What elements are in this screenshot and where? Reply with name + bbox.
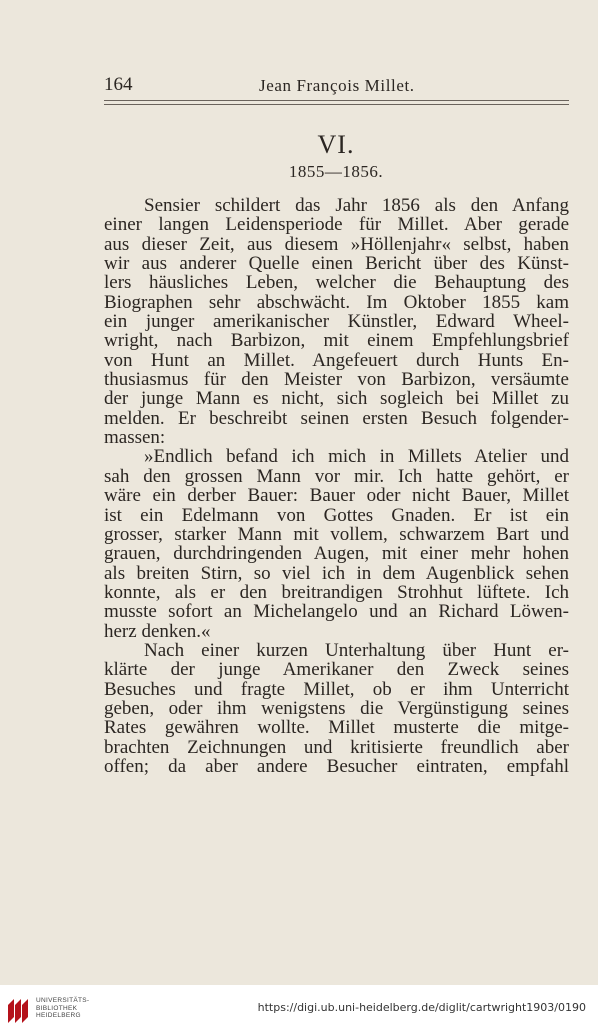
text-line: klärte der junge Amerikaner den Zweck seines	[104, 659, 569, 681]
text-line: Nach einer kurzen Unterhaltung über Hunt er-	[144, 639, 569, 661]
library-name-line: BIBLIOTHEK	[36, 1004, 78, 1012]
library-name	[36, 997, 89, 1020]
text-line: ein junger amerikanischer Künstler, Edward Wheel-	[104, 311, 569, 333]
text-line: wright, nach Barbizon, mit einem Empfehlungsbrief	[104, 330, 569, 352]
running-title: Jean François Millet.	[259, 76, 415, 95]
text-line: Besuches und fragte Millet, ob er ihm Unterricht	[104, 678, 569, 700]
text-line: von Hunt an Millet. Angefeuert durch Hunts En-	[104, 349, 569, 371]
header-rule	[104, 104, 569, 105]
text-line: einer langen Leidensperiode für Millet. Aber gerade	[104, 214, 569, 236]
text-line: offen; da aber andere Besucher eintraten, empfahl	[104, 755, 569, 777]
text-line: als breiten Stirn, so viel ich in dem Augenblick sehen	[104, 562, 569, 584]
source-url-link[interactable]: https://digi.ub.uni-heidelberg.de/diglit/cartwright1903/0190	[257, 1001, 586, 1014]
text-line: Rates gewähren wollte. Millet musterte die mitge-	[104, 717, 569, 739]
text-line: geben, oder ihm wenigstens die Vergünstigung seines	[104, 697, 569, 719]
library-name-line: HEIDELBERG	[36, 1012, 81, 1019]
chapter-years: 1855—1856.	[288, 162, 384, 181]
text-line: konnte, als er den breitrandigen Strohhut lüftete. Ich	[104, 581, 569, 603]
text-line: wäre ein derber Bauer: Bauer oder nicht Bauer, Millet	[104, 485, 569, 507]
text-line: grosser, starker Mann mit vollem, schwarzem Bart und	[104, 523, 569, 545]
running-head	[104, 74, 569, 100]
text-line: ist ein Edelmann von Gottes Gnaden. Er ist ein	[104, 504, 569, 526]
library-name-line: UNIVERSITÄTS-	[36, 997, 90, 1004]
text-line: wir aus anderer Quelle einen Bericht über des Künst-	[104, 253, 569, 275]
text-line: melden. Er beschreibt seinen ersten Besuch folgender-	[104, 407, 569, 429]
text-line: musste sofort an Michelangelo und an Richard Löwen-	[104, 601, 569, 623]
text-line: Biographen sehr abschwächt. Im Oktober 1855 kam	[104, 291, 569, 313]
body-text	[104, 196, 569, 776]
text-line: Sensier schildert das Jahr 1856 als den Anfang	[144, 195, 569, 216]
chapter-number: VI.	[317, 130, 355, 159]
text-line: massen:	[104, 427, 166, 449]
header-rule	[104, 100, 569, 101]
text-line: lers häusliches Leben, welcher die Behauptung des	[104, 272, 569, 294]
footer-bar	[0, 985, 598, 1033]
text-line: brachten Zeichnungen und kritisierte freundlich aber	[104, 736, 569, 758]
text-line: der junge Mann es nicht, sich sogleich bei Millet zu	[104, 388, 569, 410]
text-line: sah den grossen Mann vor mir. Ich hatte gehört, er	[104, 465, 569, 487]
text-line: thusiasmus für den Meister von Barbizon, versäumte	[104, 369, 569, 391]
text-line: aus dieser Zeit, aus diesem »Höllenjahr« selbst, haben	[104, 233, 569, 255]
library-logo-icon	[6, 995, 32, 1025]
text-line: herz denken.«	[104, 620, 211, 642]
text-line: grauen, durchdringenden Augen, mit einer mehr hohen	[104, 543, 569, 565]
text-line: »Endlich befand ich mich in Millets Atelier und	[144, 446, 569, 468]
page-number: 164	[104, 74, 133, 95]
